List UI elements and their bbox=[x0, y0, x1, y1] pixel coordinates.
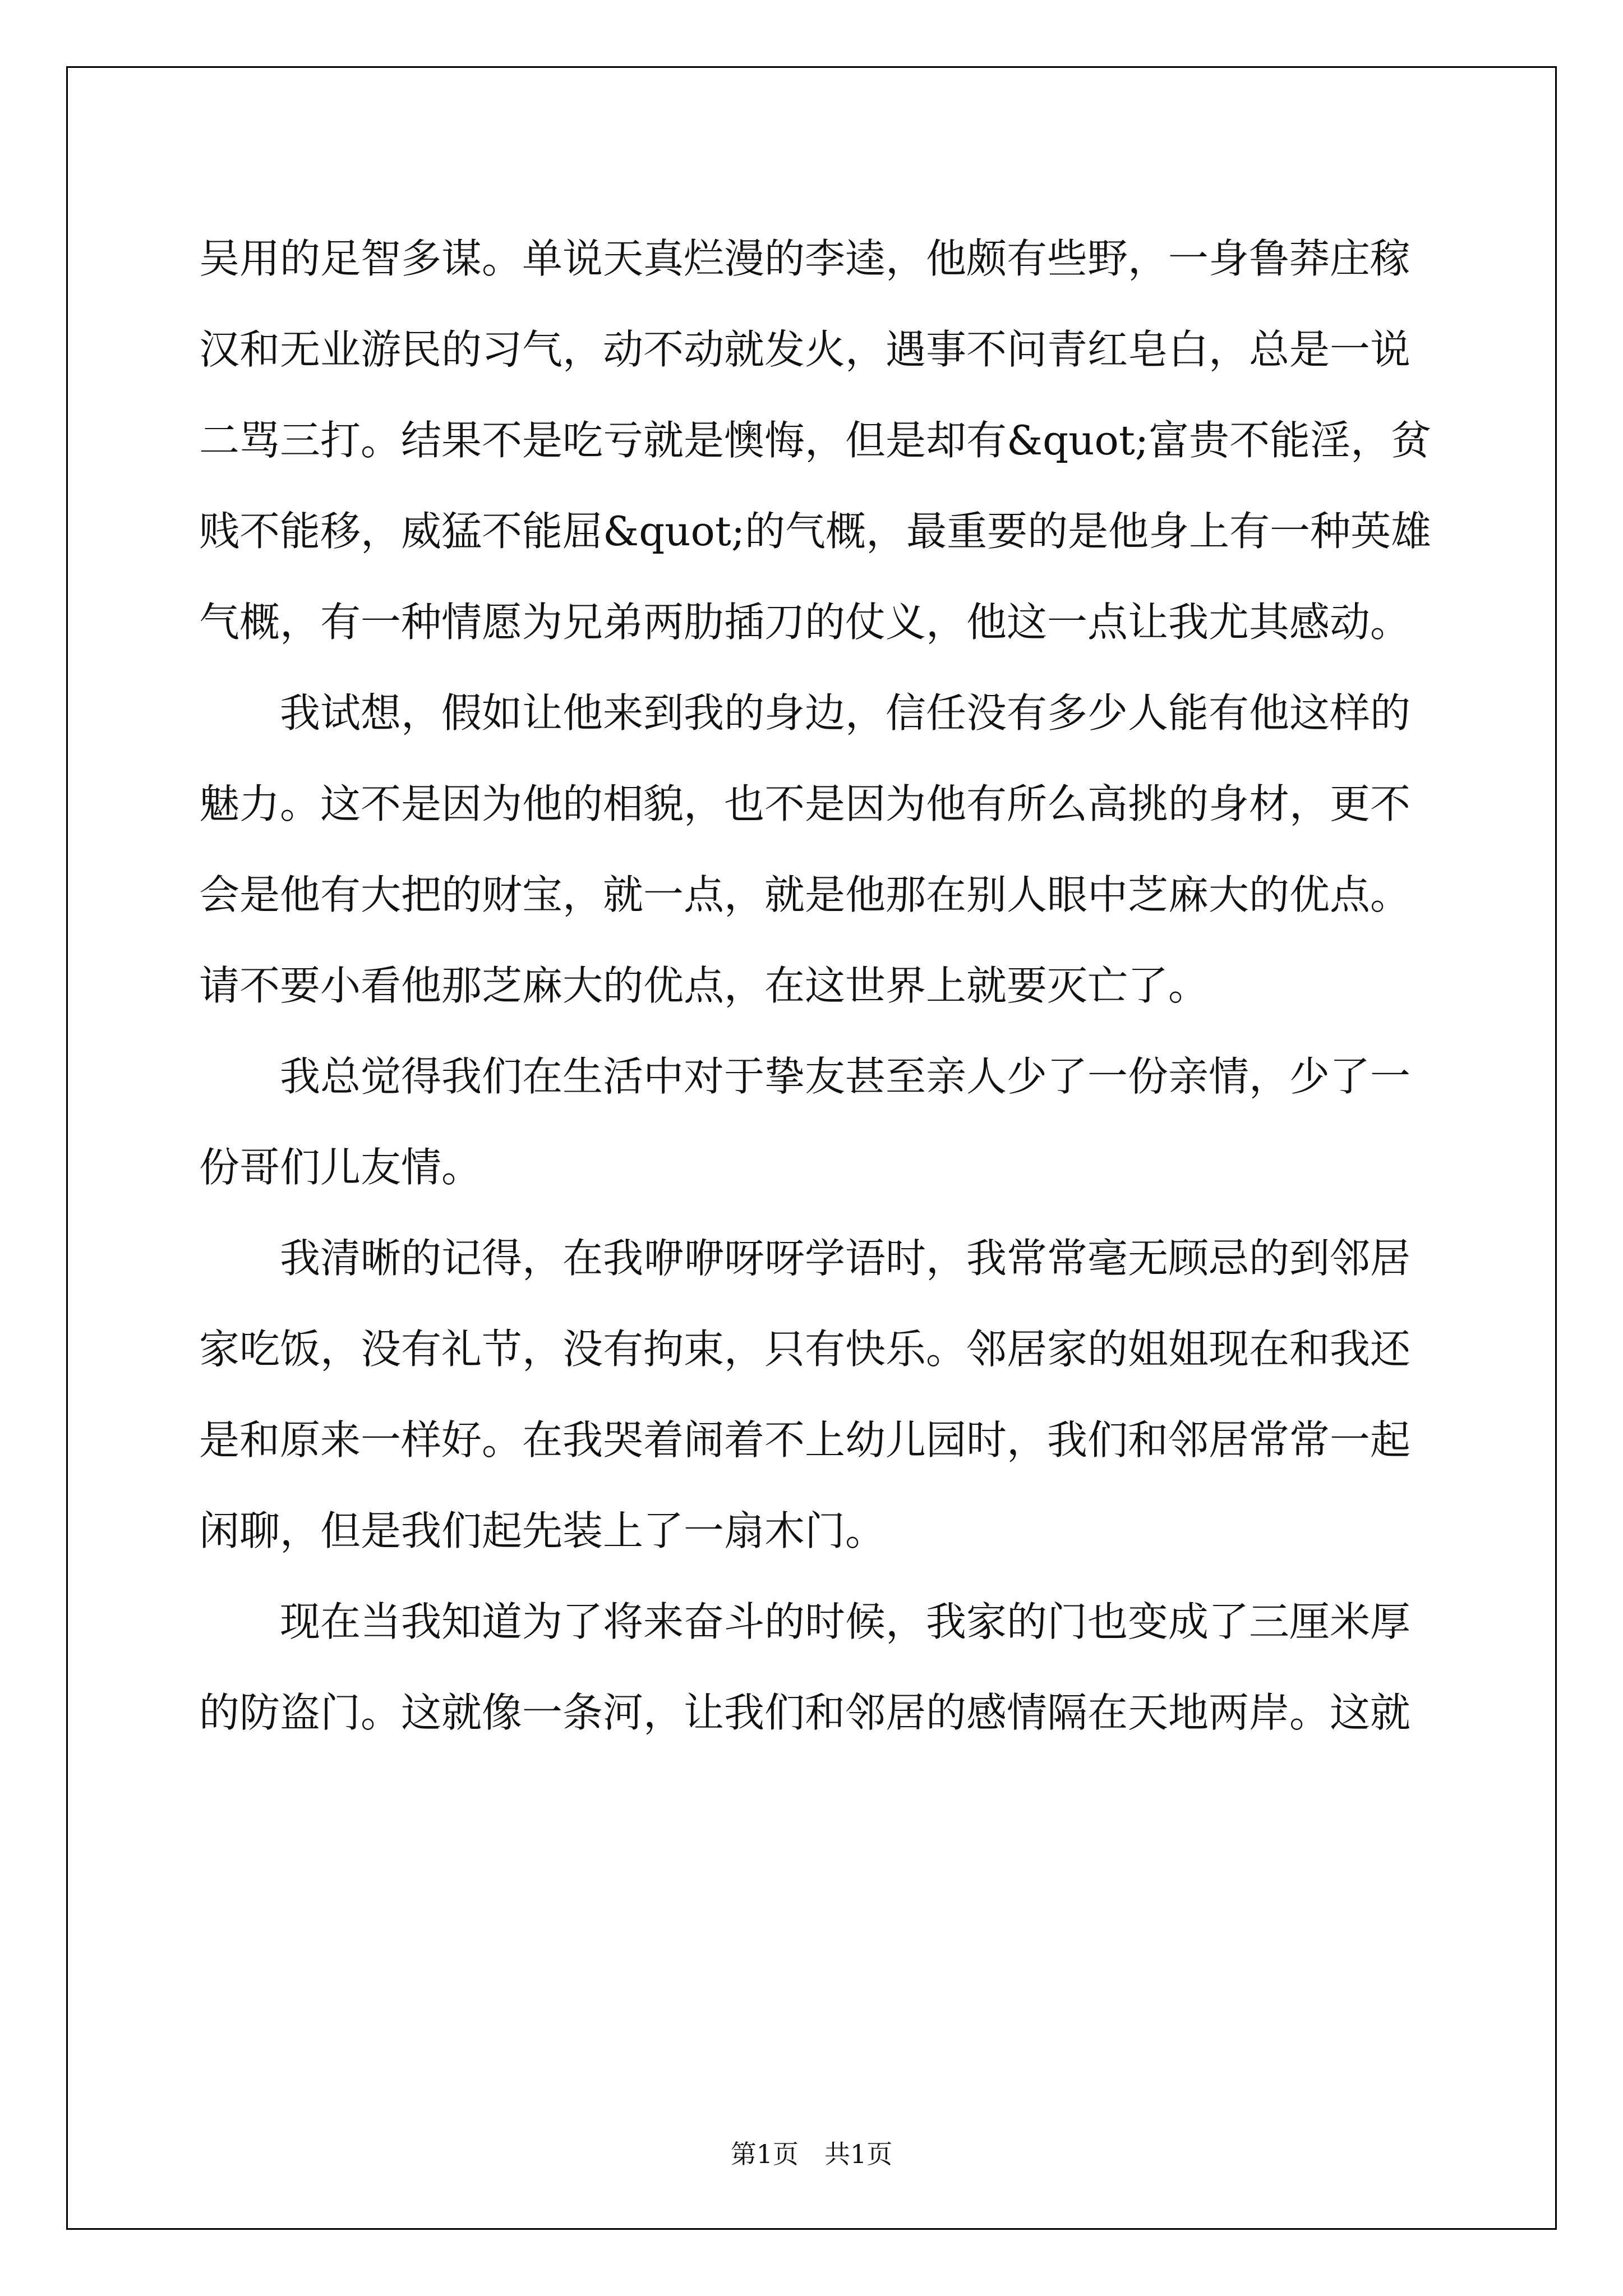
text-line-2: 汉和无业游民的习气，动不动就发火，遇事不问青红皂白，总是一说 bbox=[199, 326, 1411, 373]
text-line-3: 二骂三打。结果不是吃亏就是懊悔，但是却有&quot;富贵不能淫，贫 bbox=[199, 417, 1432, 464]
text-line-11: 份哥们儿友情。 bbox=[199, 1144, 482, 1191]
text-line-16: 现在当我知道为了将来奋斗的时候，我家的门也变成了三厘米厚 bbox=[280, 1598, 1411, 1645]
text-line-1: 吴用的足智多谋。单说天真烂漫的李逵，他颇有些野，一身鲁莽庄稼 bbox=[199, 235, 1411, 282]
text-line-14: 是和原来一样好。在我哭着闹着不上幼儿园时，我们和邻居常常一起 bbox=[199, 1416, 1411, 1464]
text-line-7: 魅力。这不是因为他的相貌，也不是因为他有所么高挑的身材，更不 bbox=[199, 780, 1411, 827]
text-line-5: 气概，有一种情愿为兄弟两肋插刀的仗义，他这一点让我尤其感动。 bbox=[199, 599, 1411, 646]
text-line-4: 贱不能移，威猛不能屈&quot;的气概，最重要的是他身上有一种英雄 bbox=[199, 508, 1432, 555]
text-line-6: 我试想，假如让他来到我的身边，信任没有多少人能有他这样的 bbox=[280, 689, 1411, 737]
text-line-10: 我总觉得我们在生活中对于挚友甚至亲人少了一份亲情，少了一 bbox=[280, 1053, 1411, 1100]
text-line-8: 会是他有大把的财宝，就一点，就是他那在别人眼中芝麻大的优点。 bbox=[199, 871, 1411, 918]
document-body bbox=[199, 213, 1433, 1758]
text-line-17: 的防盗门。这就像一条河，让我们和邻居的感情隔在天地两岸。这就 bbox=[199, 1689, 1411, 1736]
text-line-15: 闲聊，但是我们起先装上了一扇木门。 bbox=[199, 1507, 886, 1554]
text-line-9: 请不要小看他那芝麻大的优点，在这世界上就要灭亡了。 bbox=[199, 962, 1209, 1009]
text-line-12: 我清晰的记得，在我咿咿呀呀学语时，我常常毫无顾忌的到邻居 bbox=[280, 1235, 1411, 1282]
page-number-footer: 第1页 共1页 bbox=[730, 2139, 893, 2169]
text-line-13: 家吃饭，没有礼节，没有拘束，只有快乐。邻居家的姐姐现在和我还 bbox=[199, 1326, 1411, 1373]
